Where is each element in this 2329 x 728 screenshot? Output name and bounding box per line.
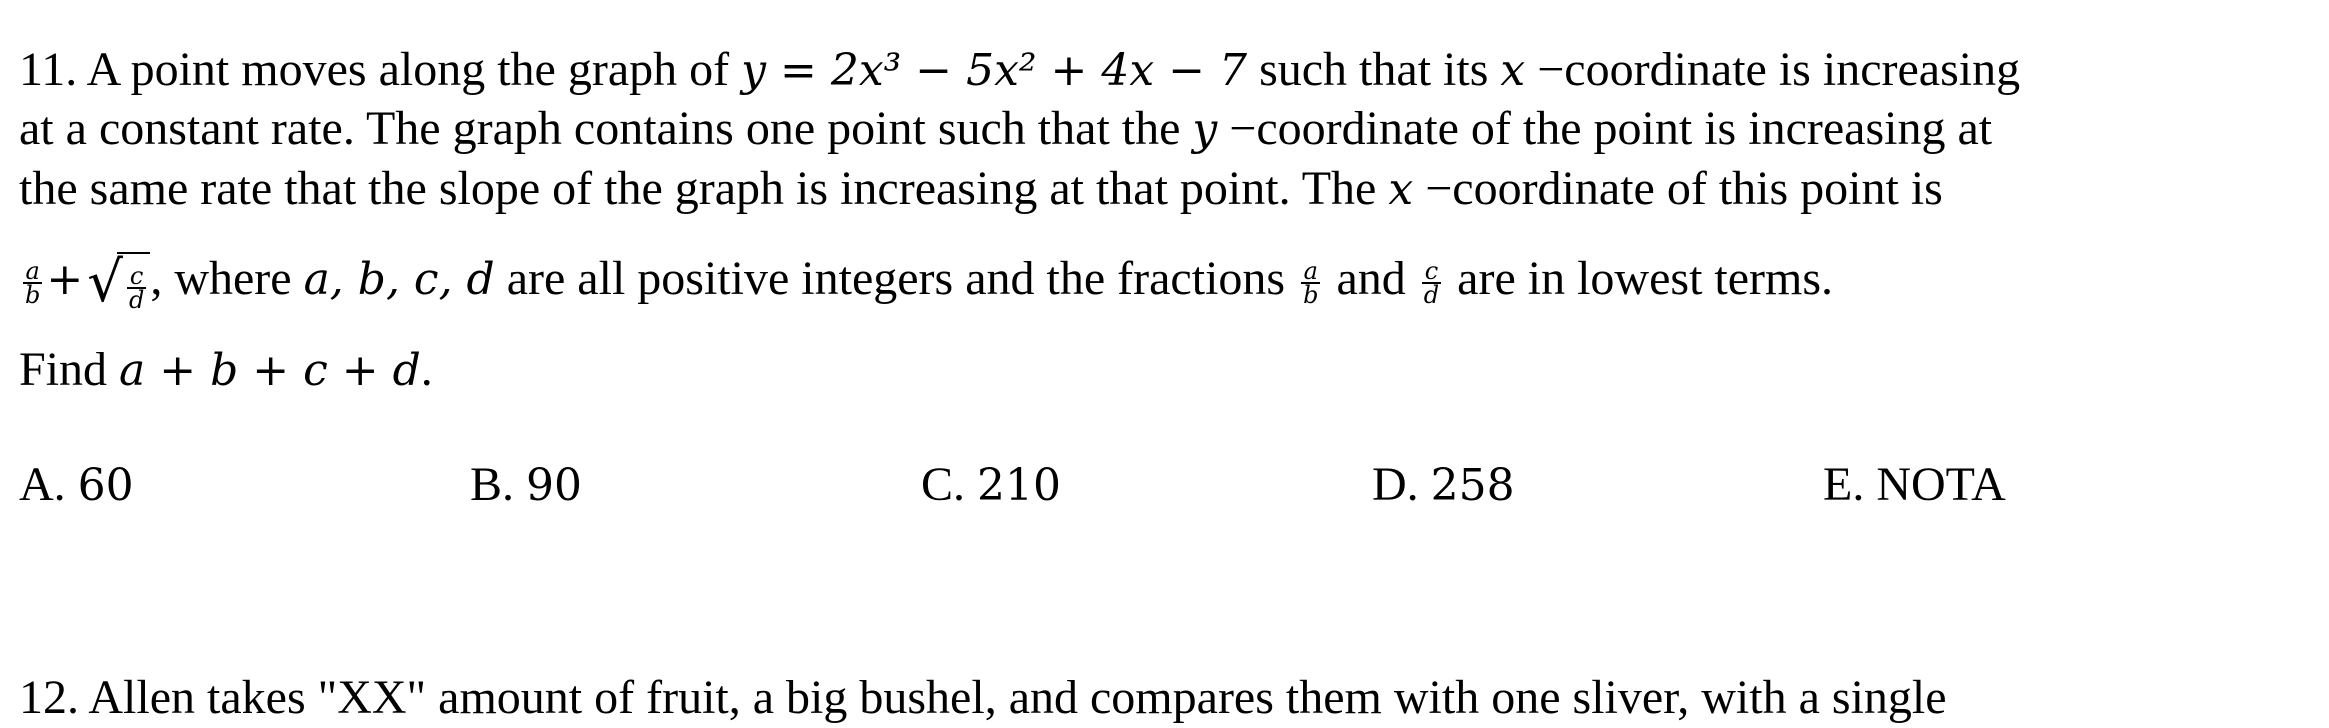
plus-sign: +: [46, 254, 84, 306]
find-label: Find: [19, 343, 120, 396]
choice-a-label: A.: [19, 458, 66, 511]
frac1-numerator: a: [23, 260, 42, 284]
choice-d-value: 258: [1430, 460, 1515, 511]
y-variable: y: [1192, 104, 1218, 155]
sqrt-fraction: [127, 261, 146, 314]
line5-period: .: [420, 343, 433, 396]
next-problem-cutoff: 12. Allen takes "XX" amount of fruit, a big bushel, and compares them with one sliver, with a single: [19, 671, 1947, 724]
frac3-numerator: c: [1422, 260, 1441, 284]
fraction-c-over-d: [1422, 257, 1441, 309]
line4-text-3: and: [1324, 252, 1418, 306]
problem-line-4: [19, 248, 1833, 318]
line2-lead-text: at a constant rate. The graph contains one point such that the: [19, 102, 1193, 155]
variable-list: a, b, c, d: [303, 254, 495, 306]
problem-intro: 11. A point moves along the graph of: [19, 43, 742, 96]
line2-tail-text: −coordinate of the point is increasing at: [1217, 102, 1993, 155]
choice-a-value: 60: [77, 460, 134, 511]
choice-a[interactable]: [19, 455, 134, 516]
frac3-denominator: d: [1423, 281, 1440, 309]
sum-expression: a + b + c + d: [119, 345, 421, 396]
choice-d[interactable]: [1372, 455, 1515, 516]
problem-line-2: [19, 99, 1992, 160]
line3-lead-text: the same rate that the slope of the graph is increasing at that point. The: [19, 162, 1389, 215]
choice-b[interactable]: [470, 455, 582, 516]
sqrt-denominator: d: [128, 285, 145, 314]
line1-tail-text: −coordinate is increasing: [1525, 43, 2021, 96]
frac1-denominator: b: [25, 281, 41, 309]
choice-b-value: 90: [526, 460, 583, 511]
choice-e-value: NOTA: [1876, 458, 2006, 511]
line4-text-2: are all positive integers and the fractions: [494, 252, 1298, 306]
equation: y = 2x³ − 5x² + 4x − 7: [741, 45, 1248, 96]
choice-c-label: C.: [921, 458, 966, 511]
line4-text-1: , where: [150, 252, 304, 306]
choice-c-value: 210: [977, 460, 1061, 511]
problem-line-5: [19, 340, 433, 401]
line1-mid-text: such that its: [1247, 43, 1501, 96]
frac2-numerator: a: [1301, 260, 1320, 284]
choice-b-label: B.: [470, 458, 515, 511]
x-variable: x: [1500, 45, 1526, 96]
line3-tail-text: −coordinate of this point is: [1413, 162, 1943, 215]
line4-text-4: are in lowest terms.: [1445, 252, 1834, 306]
frac2-denominator: b: [1303, 281, 1319, 309]
problem-line-3: [19, 159, 1943, 220]
choice-c[interactable]: [921, 455, 1061, 516]
square-root-c-over-d: [87, 248, 150, 318]
x-variable-2: x: [1388, 164, 1414, 215]
choice-e-label: E.: [1823, 458, 1865, 511]
radical-icon: √: [87, 250, 123, 315]
fraction-a-over-b-2: [1301, 257, 1320, 309]
sqrt-numerator: c: [127, 265, 146, 289]
problem-line-1: [19, 40, 2020, 101]
choice-e[interactable]: [1823, 455, 2006, 515]
choice-d-label: D.: [1372, 458, 1419, 511]
fraction-a-over-b: [23, 257, 42, 309]
